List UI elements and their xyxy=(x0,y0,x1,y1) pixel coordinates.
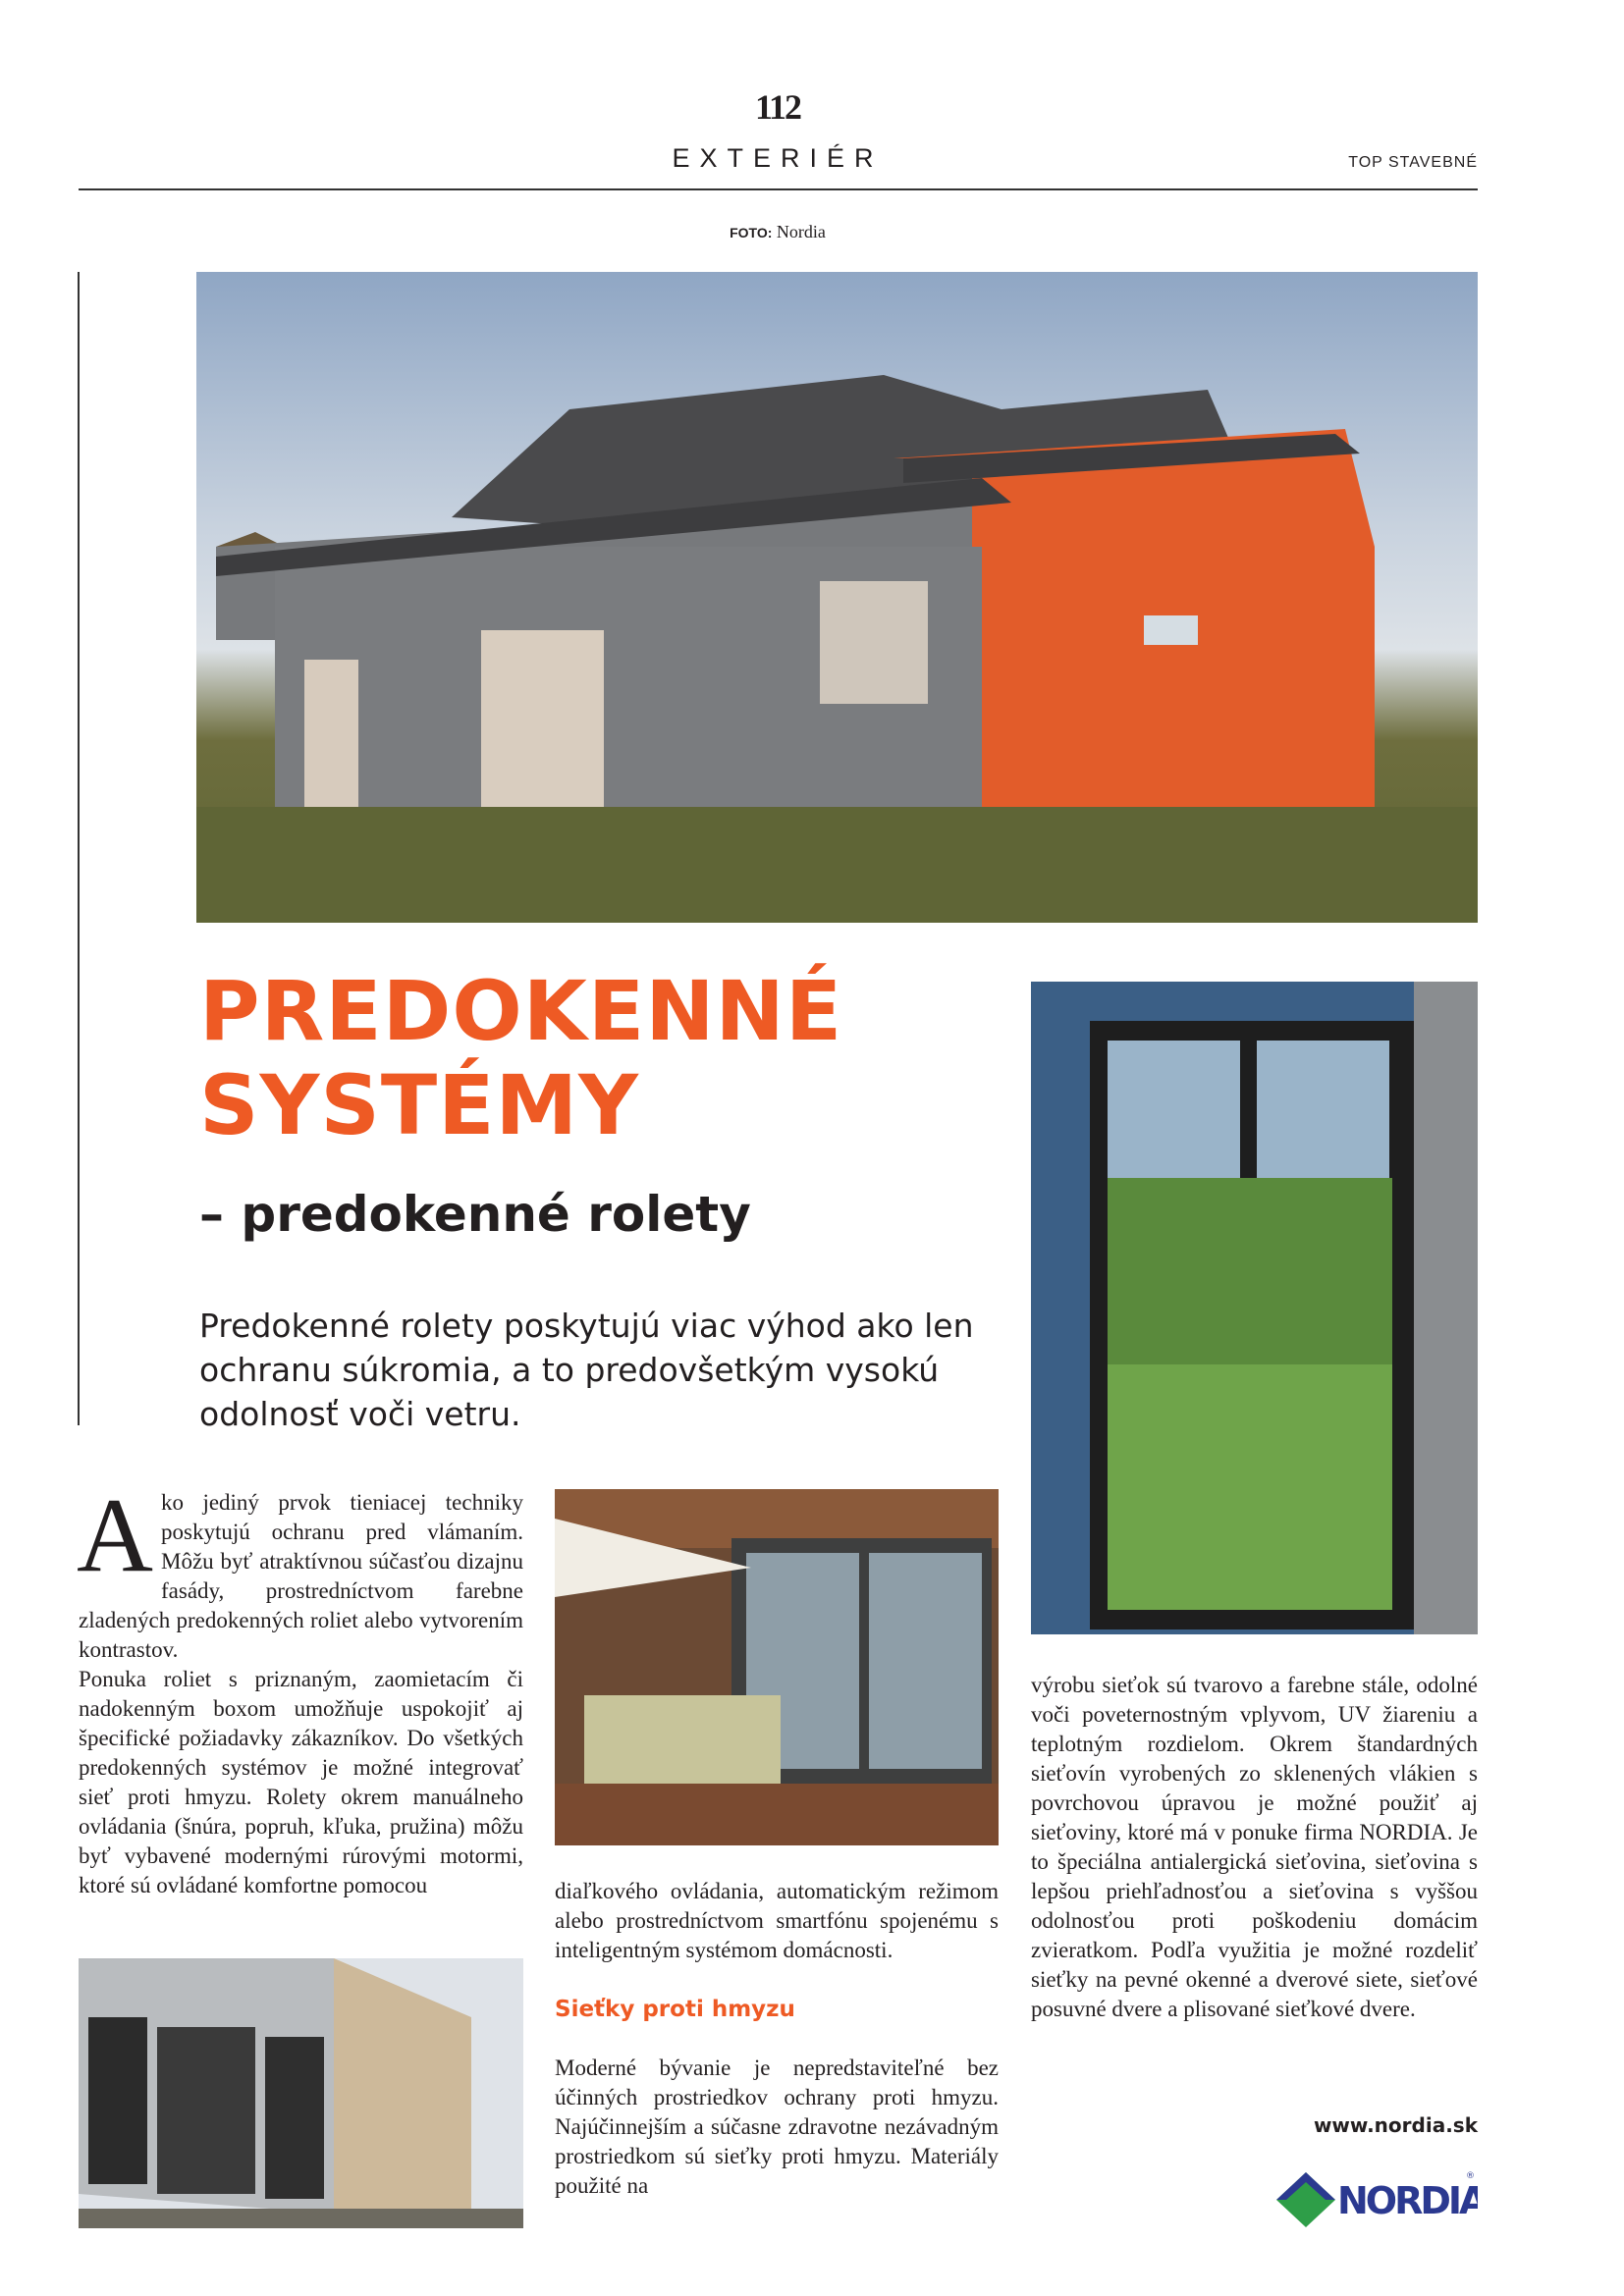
photo-credit xyxy=(0,222,1555,242)
article-title xyxy=(199,964,842,1152)
header-rule xyxy=(79,188,1478,190)
hero-photo-house xyxy=(196,272,1478,923)
photo-credit-name: Nordia xyxy=(776,222,826,241)
photo-building-shutters xyxy=(79,1958,523,2228)
col2-paragraph-2: Moderné bývanie je nepredstaviteľné bez účinných prostriedkov ochrany proti hmyzu. Najúčinnejším a súčasne zdravotne nezávadným prostriedkom sú sieťky proti hmyzu. Materiály použité na xyxy=(555,2056,999,2198)
col1-paragraph-2: Ponuka roliet s priznaným, zaomietacím či nadokenným boxom umožňuje uspokojiť aj špecifické požiadavky zákazníkov. Do všetkých predokenných systémov je možné integrovať sieť proti hmyzu. Rolety okrem manuálneho ovládania (šnúra, popruh, kľuka, pružina) môžu byť vybavené modernými rúrovými motormi, ktoré sú ovládané komfortne pomocou xyxy=(79,1667,523,1897)
photo-insect-screen-door xyxy=(1031,982,1478,1634)
logo-text: NORDIA xyxy=(1337,2179,1478,2222)
col3-paragraph-1: výrobu sieťok sú tvarovo a farebne stále, odolné voči poveternostným vplyvom, UV žiareniu a teplotným rozdielom. Okrem štandardných sieťovín vyrobených zo sklenených vlákien s povrchovou úpravou je možné použiť aj sieťoviny, ktoré má v ponuke firma NORDIA. Je to špeciálna antialergická sieťovina, sieťovina s lepšou priehľadnosťou a sieťovina s vyššou odolnosťou proti poškodeniu domácim zvieratkom. Podľa využitia je možné rozdeliť sieťky na pevné okenné a dverové siete, sieťové posuvné dvere a plisované sieťkové dvere. xyxy=(1031,1673,1478,2021)
photo-terrace xyxy=(555,1489,999,1845)
logo-registered: ® xyxy=(1466,2171,1475,2181)
title-line-2: SYSTÉMY xyxy=(199,1057,639,1153)
article-lead: Predokenné rolety poskytujú viac výhod ako len ochranu súkromia, a to predovšetkým vysokú odolnosť voči vetru. xyxy=(199,1307,974,1433)
column-3 xyxy=(1031,1671,1478,2024)
nordia-logo xyxy=(1276,2164,1478,2235)
drop-cap: A xyxy=(77,1477,153,1594)
article-subtitle: – predokenné rolety xyxy=(199,1186,751,1243)
title-line-1: PREDOKENNÉ xyxy=(199,963,843,1059)
photo-credit-label: FOTO: xyxy=(730,225,773,240)
subheading-insect-screens: Sieťky proti hmyzu xyxy=(555,1997,795,2022)
col1-paragraph-1: ko jediný prvok tieniacej techniky poskytujú ochranu pred vlámaním. Môžu byť atraktívnou súčasťou dizajnu fasády, prostredníctvom farebne zladených predokenných roliet alebo vytvorením kontrastov. xyxy=(79,1490,523,1662)
vertical-rule xyxy=(78,272,80,1425)
magazine-name: TOP STAVEBNÉ xyxy=(1348,154,1478,171)
website-link[interactable]: www.nordia.sk xyxy=(1313,2113,1478,2137)
col2-paragraph-1: diaľkového ovládania, automatickým režimom alebo prostredníctvom smartfónu spojenému s inteligentným systémom domácnosti. xyxy=(555,1879,999,1962)
column-2 xyxy=(555,1877,999,2201)
section-title: EXTERIÉR xyxy=(672,143,884,173)
column-1 xyxy=(77,1477,523,1900)
page-number: 112 xyxy=(754,87,800,127)
